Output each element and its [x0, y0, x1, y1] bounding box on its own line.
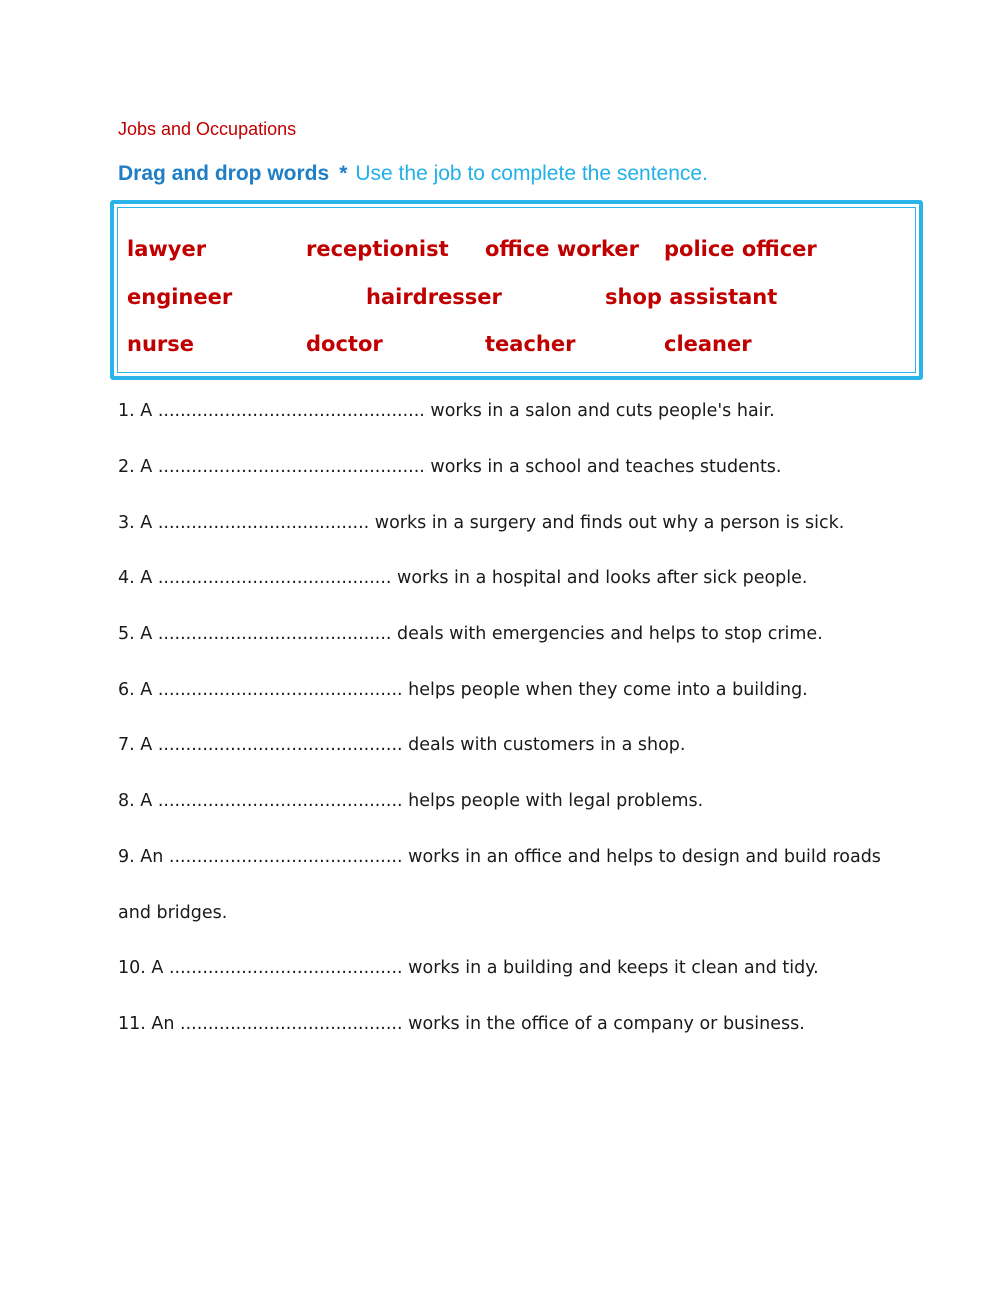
sentence-continuation-text: and bridges.	[118, 903, 228, 923]
sentence-2	[118, 457, 781, 477]
sentence-suffix: helps people with legal problems.	[408, 791, 704, 811]
task-description: Use the job to complete the sentence.	[355, 162, 708, 185]
sentence-prefix: 5. A	[118, 624, 153, 644]
sentence-prefix: 11. An	[118, 1014, 175, 1034]
sentence-10	[118, 958, 819, 978]
worksheet-topic: Jobs and Occupations	[118, 119, 297, 139]
word-cleaner[interactable]: cleaner	[664, 332, 752, 356]
sentence-prefix: 6. A	[118, 680, 153, 700]
word-lawyer[interactable]: lawyer	[127, 237, 207, 261]
sentence-prefix: 4. A	[118, 568, 153, 588]
drop-blank-5[interactable]: ..........................................	[157, 624, 392, 644]
sentence-suffix: works in a hospital and looks after sick people.	[397, 568, 808, 588]
word-receptionist[interactable]: receptionist	[306, 237, 449, 261]
word-police-officer[interactable]: police officer	[664, 237, 817, 261]
word-hairdresser[interactable]: hairdresser	[366, 285, 502, 309]
sentence-prefix: 1. A	[118, 401, 153, 421]
sentence-prefix: 9. An	[118, 847, 164, 867]
sentence-prefix: 2. A	[118, 457, 153, 477]
sentence-4	[118, 568, 807, 588]
sentence-suffix: helps people when they come into a building.	[408, 680, 808, 700]
sentence-suffix: deals with emergencies and helps to stop crime.	[397, 624, 823, 644]
drop-blank-3[interactable]: ......................................	[157, 513, 370, 533]
sentence-suffix: works in a surgery and finds out why a person is sick.	[374, 513, 845, 533]
word-engineer[interactable]: engineer	[127, 285, 233, 309]
sentence-7	[118, 735, 685, 755]
sentence-9-continuation	[118, 903, 227, 923]
sentence-3	[118, 513, 844, 533]
sentence-1	[118, 401, 775, 421]
drop-blank-11[interactable]: ........................................	[180, 1014, 403, 1034]
sentence-9	[118, 847, 881, 867]
sentence-suffix: works in the office of a company or business.	[408, 1014, 805, 1034]
sentence-suffix: works in a school and teaches students.	[430, 457, 782, 477]
sentence-suffix: works in a salon and cuts people's hair.	[430, 401, 775, 421]
instructions	[118, 162, 708, 186]
sentence-5	[118, 624, 823, 644]
sentence-prefix: 8. A	[118, 791, 153, 811]
word-nurse[interactable]: nurse	[127, 332, 194, 356]
drop-blank-6[interactable]: ............................................	[157, 680, 403, 700]
separator-star: *	[339, 162, 348, 185]
sentence-8	[118, 791, 703, 811]
sentence-prefix: 10. A	[118, 958, 164, 978]
drop-blank-9[interactable]: ..........................................	[168, 847, 403, 867]
drop-blank-1[interactable]: ................................................	[157, 401, 425, 421]
sentence-prefix: 3. A	[118, 513, 153, 533]
word-doctor[interactable]: doctor	[306, 332, 383, 356]
sentence-suffix: works in a building and keeps it clean and tidy.	[408, 958, 819, 978]
drop-blank-4[interactable]: ..........................................	[157, 568, 392, 588]
word-shop-assistant[interactable]: shop assistant	[605, 285, 778, 309]
drop-blank-10[interactable]: ..........................................	[168, 958, 403, 978]
activity-mode: Drag and drop words	[118, 162, 330, 185]
drop-blank-2[interactable]: ................................................	[157, 457, 425, 477]
drop-blank-7[interactable]: ............................................	[157, 735, 403, 755]
drop-blank-8[interactable]: ............................................	[157, 791, 403, 811]
sentence-11	[118, 1014, 805, 1034]
sentence-suffix: deals with customers in a shop.	[408, 735, 686, 755]
sentence-suffix: works in an office and helps to design and build roads	[408, 847, 881, 867]
word-office-worker[interactable]: office worker	[485, 237, 640, 261]
sentence-prefix: 7. A	[118, 735, 153, 755]
sentence-6	[118, 680, 808, 700]
word-teacher[interactable]: teacher	[485, 332, 576, 356]
